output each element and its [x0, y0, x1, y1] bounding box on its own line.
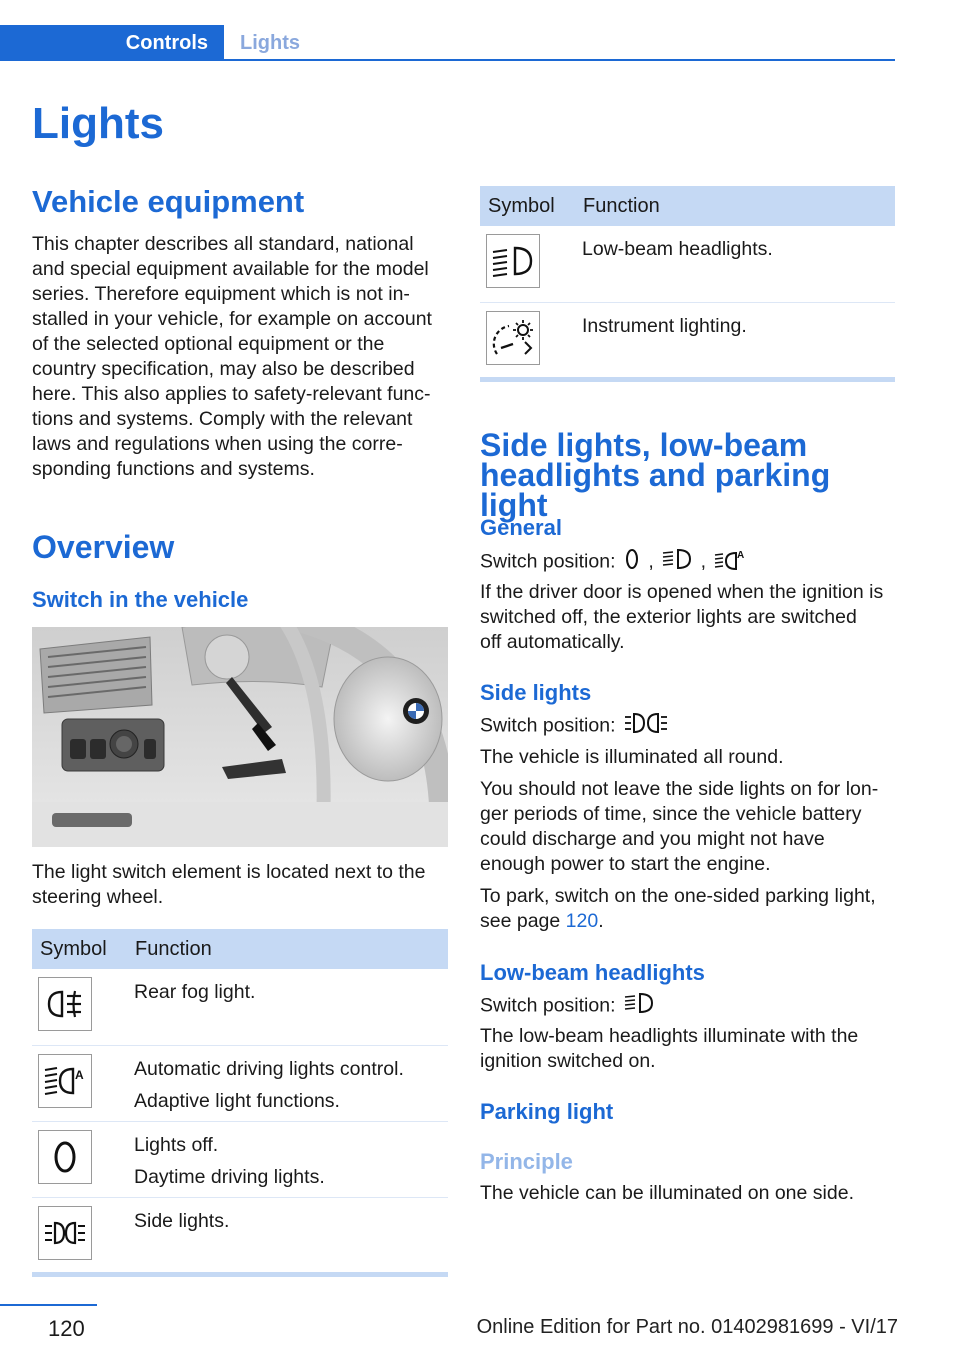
vehicle-equipment-heading: Vehicle equipment — [32, 184, 305, 219]
text-line: steering wheel. — [32, 886, 164, 908]
text-line: and special equipment available for the model — [32, 258, 429, 280]
automatic-lights-icon — [714, 548, 746, 577]
side-lights-section-heading-line: Side lights, low-beam — [480, 427, 808, 463]
text-line: sponding functions and systems. — [32, 458, 315, 480]
text-line: switched off, the exterior lights are switched — [480, 606, 857, 628]
section-heading — [480, 427, 895, 523]
column-header-function: Function — [575, 186, 895, 226]
overview-heading: Overview — [32, 529, 175, 565]
rear-fog-light-icon — [38, 977, 92, 1031]
instrument-lighting-icon — [486, 311, 540, 365]
general-switch-position — [480, 548, 895, 577]
automatic-lights-icon — [38, 1054, 92, 1108]
page-title: Lights — [32, 99, 164, 148]
tab-controls[interactable]: Controls — [0, 25, 224, 61]
text-line: The low-beam headlights illuminate with the — [480, 1025, 859, 1047]
text-line: country specification, may also be described — [32, 358, 415, 380]
header-bar — [0, 25, 895, 61]
separator: , — [700, 550, 707, 573]
lights-off-icon — [38, 1130, 92, 1184]
side-lights-section-heading-line: headlights and parking light — [480, 457, 831, 523]
text-line: laws and regulations when using the corre‐ — [32, 433, 403, 455]
low-beam-switch-position — [480, 992, 895, 1021]
page-link[interactable]: 120 — [565, 910, 599, 932]
header-rule — [0, 59, 895, 61]
lights-off-icon — [624, 548, 640, 577]
text-line: To park, switch on the one-sided parking light, — [480, 885, 876, 907]
function-text: Adaptive light functions. — [134, 1089, 340, 1112]
see-page-prefix: see page — [480, 910, 566, 932]
function-text: Daytime driving lights. — [134, 1165, 325, 1188]
svg-text:A: A — [737, 550, 745, 561]
table-row — [480, 302, 895, 378]
side-lights-icon — [38, 1206, 92, 1260]
text-line: This chapter describes all standard, national — [32, 233, 414, 255]
text-line: You should not leave the side lights on for lon‐ — [480, 778, 879, 800]
vehicle-equipment-text — [32, 232, 448, 482]
period: . — [598, 910, 604, 932]
table-row — [32, 1045, 448, 1121]
table-end-rule — [32, 1272, 448, 1277]
separator: , — [648, 550, 654, 573]
text-line: tions and systems. Comply with the relevant — [32, 408, 413, 430]
table-header-row — [32, 929, 448, 969]
side-lights-heading: Side lights — [480, 680, 592, 705]
text-line: off automatically. — [480, 631, 625, 653]
function-text: Side lights. — [134, 1209, 230, 1232]
text-line — [480, 909, 895, 934]
text-line: If the driver door is opened when the ignition is — [480, 581, 884, 603]
symbol-table-left — [32, 929, 448, 1273]
table-header-row — [480, 186, 895, 226]
side-lights-icon — [624, 712, 668, 741]
text-line: The vehicle can be illuminated on one side. — [480, 1182, 854, 1204]
principle-text — [480, 1181, 895, 1206]
tab-lights[interactable]: Lights — [240, 31, 300, 54]
text-line: of the selected optional equipment or the — [32, 333, 385, 355]
symbol-table-right — [480, 186, 895, 378]
low-beam-icon — [624, 992, 654, 1021]
function-text: Rear fog light. — [134, 981, 256, 1003]
function-text: Automatic driving lights control. — [134, 1057, 404, 1080]
principle-heading: Principle — [480, 1149, 573, 1174]
function-text: Lights off. — [134, 1133, 219, 1156]
text-line: could discharge and you might not have — [480, 828, 825, 850]
table-row — [480, 226, 895, 302]
text-line: enough power to start the engine. — [480, 853, 771, 875]
low-beam-text — [480, 1024, 895, 1074]
column-header-function: Function — [127, 929, 448, 969]
side-lights-text — [480, 745, 895, 934]
function-text: Low-beam headlights. — [582, 238, 773, 260]
text-line: ignition switched on. — [480, 1050, 656, 1072]
dashboard-illustration — [32, 627, 448, 847]
switch-in-vehicle-heading: Switch in the vehicle — [32, 587, 249, 612]
table-row — [32, 1121, 448, 1197]
switch-label: Switch position: — [480, 994, 616, 1017]
text-line: here. This also applies to safety-relevant func‐ — [32, 383, 431, 405]
column-header-symbol: Symbol — [32, 929, 127, 969]
text-line: stalled in your vehicle, for example on account — [32, 308, 432, 330]
low-beam-icon — [486, 234, 540, 288]
side-lights-switch-position — [480, 712, 895, 741]
low-beam-icon — [662, 548, 692, 577]
table-end-rule — [480, 377, 895, 382]
edition-note: Online Edition for Part no. 01402981699 - VI/17 — [476, 1316, 898, 1338]
table-row — [32, 1197, 448, 1273]
table-row — [32, 969, 448, 1045]
low-beam-heading: Low-beam headlights — [480, 960, 705, 985]
function-text: Instrument lighting. — [582, 314, 747, 337]
parking-light-heading: Parking light — [480, 1099, 614, 1124]
page-number: 120 — [48, 1316, 85, 1341]
general-text — [480, 580, 895, 655]
footer-rule — [0, 1304, 97, 1306]
text-line: The light switch element is located next to the — [32, 861, 426, 883]
text-line: series. Therefore equipment which is not in‐ — [32, 283, 410, 305]
switch-label: Switch position: — [480, 550, 616, 573]
svg-text:A: A — [75, 1067, 84, 1082]
switch-label: Switch position: — [480, 714, 616, 737]
column-header-symbol: Symbol — [480, 186, 575, 226]
switch-caption — [32, 860, 448, 910]
general-heading: General — [480, 515, 562, 540]
text-line: ger periods of time, since the vehicle battery — [480, 803, 862, 825]
text-line: The vehicle is illuminated all round. — [480, 746, 784, 768]
